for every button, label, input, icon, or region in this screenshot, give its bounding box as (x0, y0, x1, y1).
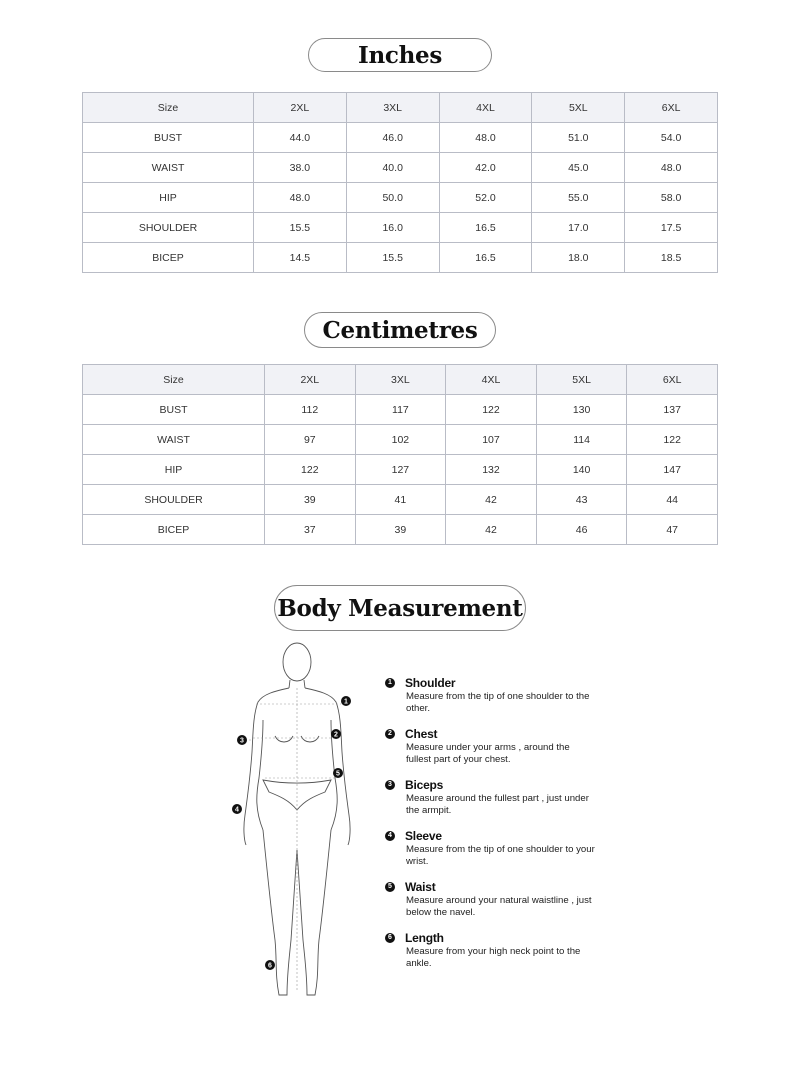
table-cell: 122 (627, 425, 718, 455)
row-label: HIP (83, 183, 254, 213)
legend-item-chest (385, 727, 615, 778)
table-cell: 17.5 (625, 213, 718, 243)
table-cell: 137 (627, 395, 718, 425)
table-cell: 42.0 (439, 153, 532, 183)
table-cell: 51.0 (532, 123, 625, 153)
header-cell: 3XL (346, 93, 439, 123)
legend-description: Measure under your arms , around the fullest part of your chest. (406, 742, 570, 765)
figure-marker-3 (237, 735, 247, 745)
header-cell: Size (83, 93, 254, 123)
table-cell: 52.0 (439, 183, 532, 213)
table-header-row (83, 365, 718, 395)
table-cell: 37 (265, 515, 356, 545)
legend-description: Measure from the tip of one shoulder to the other. (406, 691, 590, 714)
header-cell: 3XL (355, 365, 446, 395)
row-label: BICEP (83, 515, 265, 545)
table-cell: 15.5 (254, 213, 347, 243)
header-cell: 4XL (439, 93, 532, 123)
table-row (83, 455, 718, 485)
table-cell: 122 (265, 455, 356, 485)
centimetres-section-title: Centimetres (304, 312, 496, 348)
legend-number: 6 (385, 933, 395, 943)
table-cell: 46 (536, 515, 627, 545)
legend-title: Chest (405, 727, 438, 741)
legend-description: Measure from the tip of one shoulder to your wrist. (406, 844, 595, 867)
table-cell: 43 (536, 485, 627, 515)
body-outline-illustration (225, 640, 365, 1005)
table-cell: 58.0 (625, 183, 718, 213)
table-row (83, 485, 718, 515)
header-cell: 2XL (254, 93, 347, 123)
header-cell: 5XL (532, 93, 625, 123)
table-cell: 18.5 (625, 243, 718, 273)
legend-number: 5 (385, 882, 395, 892)
table-cell: 55.0 (532, 183, 625, 213)
table-cell: 114 (536, 425, 627, 455)
table-cell: 39 (355, 515, 446, 545)
body-measurement-title: Body Measurement (274, 585, 526, 631)
legend-description: Measure around your natural waistline , just below the navel. (406, 895, 592, 918)
legend-item-sleeve (385, 829, 615, 880)
header-cell: 5XL (536, 365, 627, 395)
figure-marker-label: 4 (235, 806, 239, 814)
legend-title: Sleeve (405, 829, 442, 843)
table-row (83, 123, 718, 153)
table-row (83, 213, 718, 243)
figure-marker-6 (265, 960, 275, 970)
table-cell: 117 (355, 395, 446, 425)
header-cell: 4XL (446, 365, 537, 395)
table-cell: 147 (627, 455, 718, 485)
table-cell: 48.0 (254, 183, 347, 213)
figure-marker-label: 3 (240, 737, 244, 745)
legend-item-waist (385, 880, 615, 931)
table-cell: 18.0 (532, 243, 625, 273)
table-cell: 47 (627, 515, 718, 545)
header-cell: Size (83, 365, 265, 395)
figure-marker-label: 6 (268, 962, 272, 970)
measurement-legend (385, 676, 615, 982)
table-row (83, 395, 718, 425)
centimetres-size-table (82, 364, 718, 545)
table-cell: 15.5 (346, 243, 439, 273)
inches-section-title: Inches (308, 38, 492, 72)
legend-number: 1 (385, 678, 395, 688)
legend-item-length (385, 931, 615, 982)
figure-marker-2 (331, 729, 341, 739)
table-row (83, 243, 718, 273)
figure-marker-1 (341, 696, 351, 706)
table-cell: 40.0 (346, 153, 439, 183)
table-cell: 132 (446, 455, 537, 485)
table-cell: 130 (536, 395, 627, 425)
figure-marker-5 (333, 768, 343, 778)
table-cell: 16.5 (439, 213, 532, 243)
legend-number: 2 (385, 729, 395, 739)
row-label: BUST (83, 123, 254, 153)
table-cell: 122 (446, 395, 537, 425)
table-cell: 54.0 (625, 123, 718, 153)
legend-title: Shoulder (405, 676, 456, 690)
body-figure (225, 640, 365, 1005)
figure-marker-label: 5 (336, 770, 340, 778)
row-label: BICEP (83, 243, 254, 273)
table-cell: 140 (536, 455, 627, 485)
table-cell: 16.0 (346, 213, 439, 243)
table-cell: 39 (265, 485, 356, 515)
legend-title: Length (405, 931, 444, 945)
table-row (83, 515, 718, 545)
figure-marker-label: 2 (334, 731, 338, 739)
table-cell: 44.0 (254, 123, 347, 153)
legend-title: Biceps (405, 778, 444, 792)
row-label: HIP (83, 455, 265, 485)
header-cell: 2XL (265, 365, 356, 395)
table-cell: 48.0 (625, 153, 718, 183)
legend-description: Measure around the fullest part , just under the armpit. (406, 793, 589, 816)
legend-description: Measure from your high neck point to the ankle. (406, 946, 581, 969)
figure-marker-label: 1 (344, 698, 348, 706)
table-cell: 107 (446, 425, 537, 455)
legend-number: 4 (385, 831, 395, 841)
figure-marker-4 (232, 804, 242, 814)
table-cell: 46.0 (346, 123, 439, 153)
table-header-row (83, 93, 718, 123)
row-label: SHOULDER (83, 213, 254, 243)
table-cell: 97 (265, 425, 356, 455)
table-cell: 42 (446, 515, 537, 545)
legend-item-biceps (385, 778, 615, 829)
table-row (83, 425, 718, 455)
legend-title: Waist (405, 880, 436, 894)
table-cell: 42 (446, 485, 537, 515)
table-cell: 17.0 (532, 213, 625, 243)
table-cell: 44 (627, 485, 718, 515)
inches-size-table (82, 92, 718, 273)
table-cell: 16.5 (439, 243, 532, 273)
table-cell: 14.5 (254, 243, 347, 273)
table-cell: 41 (355, 485, 446, 515)
table-row (83, 183, 718, 213)
table-cell: 50.0 (346, 183, 439, 213)
row-label: BUST (83, 395, 265, 425)
row-label: SHOULDER (83, 485, 265, 515)
table-row (83, 153, 718, 183)
table-cell: 38.0 (254, 153, 347, 183)
header-cell: 6XL (625, 93, 718, 123)
table-cell: 48.0 (439, 123, 532, 153)
table-cell: 127 (355, 455, 446, 485)
table-cell: 45.0 (532, 153, 625, 183)
header-cell: 6XL (627, 365, 718, 395)
table-cell: 112 (265, 395, 356, 425)
row-label: WAIST (83, 425, 265, 455)
row-label: WAIST (83, 153, 254, 183)
legend-number: 3 (385, 780, 395, 790)
legend-item-shoulder (385, 676, 615, 727)
table-cell: 102 (355, 425, 446, 455)
